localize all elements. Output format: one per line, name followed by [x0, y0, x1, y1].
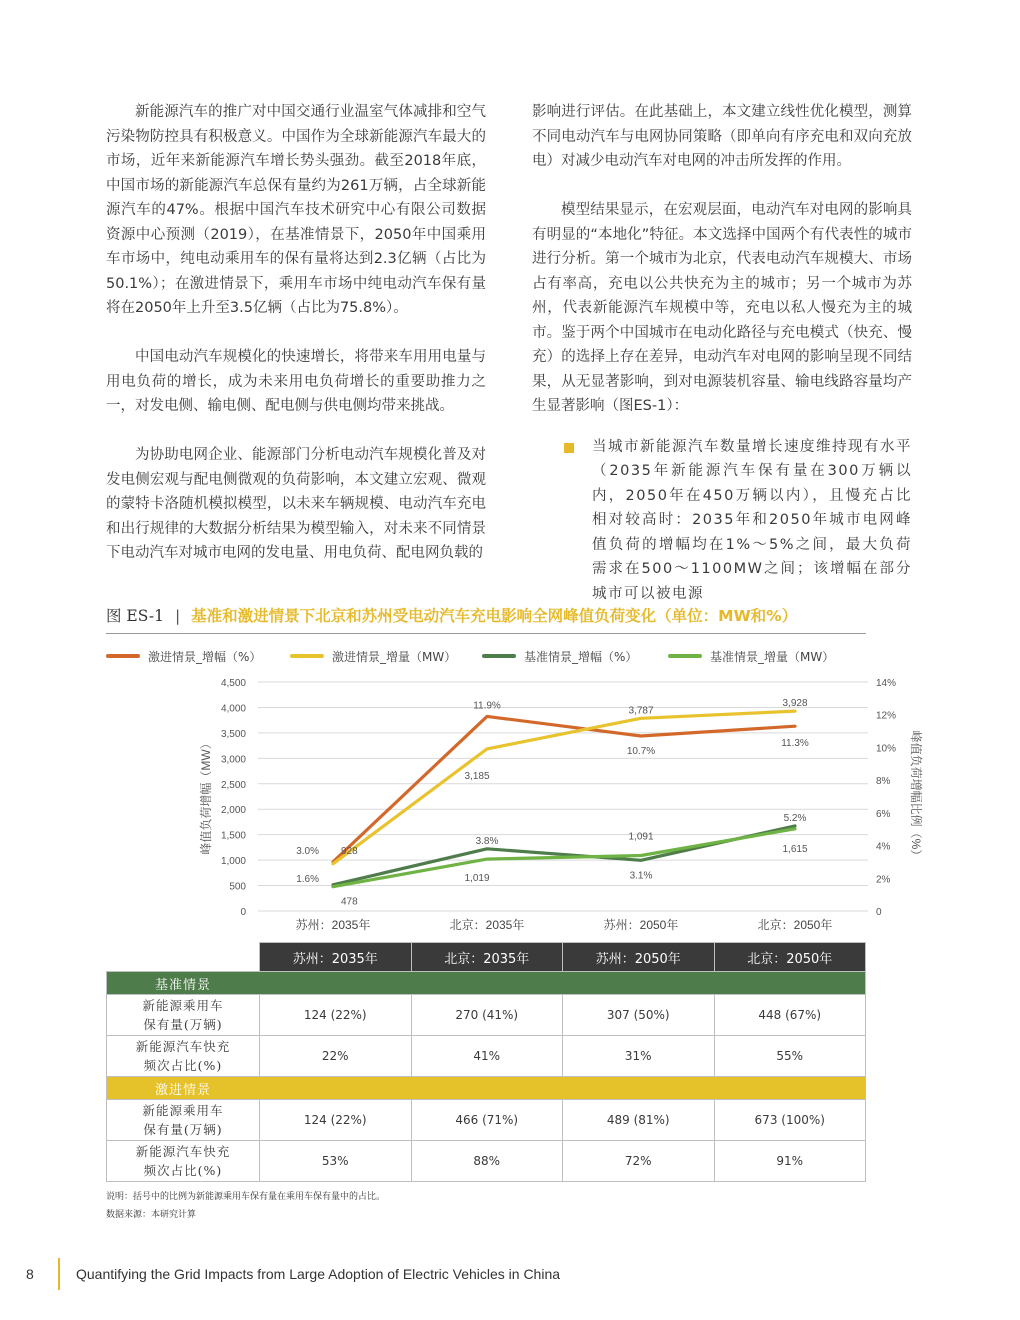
table-header-cell: 北京：2035年 [411, 943, 563, 972]
data-label: 3,928 [782, 698, 808, 710]
y-tick-label-left: 500 [229, 881, 246, 893]
legend-label: 激进情景_增幅（%） [148, 649, 262, 664]
bullet-text: 当城市新能源汽车数量增长速度维持现有水平（2035年新能源汽车保有量在300万辆以内，2050年在450万辆以内），且慢充占比相对较高时：2035年和2050年城市电网峰值负荷的增幅均在1%～5%之间，最大负荷需求在500～1100MW之间；该增幅在部分城市可以被电源 [592, 438, 912, 602]
legend-label: 基准情景_增幅（%） [524, 649, 638, 664]
footer-accent-bar [58, 1258, 60, 1290]
data-label: 11.3% [781, 738, 809, 750]
y-tick-label-right: 0 [876, 907, 882, 918]
figure-label: 图 ES-1 [106, 607, 165, 625]
table-row [107, 1141, 866, 1182]
paragraph: 新能源汽车的推广对中国交通行业温室气体减排和空气污染物防控具有积极意义。中国作为全球新能源汽车最大的市场，近年来新能源汽车增长势头强劲。截至2018年底，中国市场的新能源汽车总保有量约为261万辆，占全球新能源汽车的47%。根据中国汽车技术研究中心有限公司数据资源中心预测（2019），在基准情景下，2050年中国乘用车市场中，纯电动乘用车的保有量将达到2.3亿辆（占比为50.1%）；在激进情景下，乘用车市场中纯电动汽车保有量将在2050年上升至3.5亿辆（占比为75.8%）。 [106, 104, 486, 316]
data-label: 478 [341, 896, 358, 908]
x-tick-label: 苏州：2035年 [295, 918, 371, 932]
y-tick-label-right: 10% [876, 743, 897, 755]
x-tick-label: 苏州：2050年 [603, 918, 679, 932]
data-label: 1,091 [628, 831, 654, 843]
table-cell: 270 (41%) [411, 995, 563, 1036]
data-label: 3.8% [475, 835, 499, 847]
paragraph: 影响进行评估。在此基础上，本文建立线性优化模型，测算不同电动汽车与电网协同策略（即单向有序充电和双向充放电）对减少电动汽车对电网的冲击所发挥的作用。 [532, 104, 912, 169]
y-axis-title-left: 峰值负荷增幅（MW） [199, 737, 213, 855]
table-cell: 53% [260, 1141, 412, 1182]
table-header-cell: 苏州：2050年 [563, 943, 715, 972]
y-tick-label-left: 3,000 [220, 754, 246, 766]
page-number: 8 [26, 1266, 34, 1282]
table-row [107, 1100, 866, 1141]
figure-title: 基准和激进情景下北京和苏州受电动汽车充电影响全网峰值负荷变化（单位：MW和%） [191, 607, 798, 625]
table-cell: 307 (50%) [563, 995, 715, 1036]
row-label: 新能源乘用车 保有量(万辆) [107, 995, 260, 1036]
figure-notes [106, 1188, 385, 1224]
y-tick-label-right: 12% [876, 710, 897, 722]
table-cell: 124 (22%) [260, 1100, 412, 1141]
data-label: 3,185 [464, 770, 490, 782]
y-tick-label-right: 2% [876, 874, 891, 886]
y-tick-label-left: 1,500 [220, 830, 246, 842]
table-cell: 448 (67%) [714, 995, 866, 1036]
y-tick-label-left: 4,000 [220, 703, 246, 715]
table-cell: 489 (81%) [563, 1100, 715, 1141]
y-tick-label-left: 0 [240, 907, 246, 918]
y-tick-label-right: 4% [876, 841, 891, 853]
section-title: 基准情景 [107, 972, 866, 995]
x-tick-label: 北京：2050年 [757, 918, 833, 932]
paragraph: 为协助电网企业、能源部门分析电动汽车规模化普及对发电侧宏观与配电侧微观的负荷影响，本文建立宏观、微观的蒙特卡洛随机模拟模型，以未来车辆规模、电动汽车充电和出行规律的大数据分析结果为模型输入，对未来不同情景下电动汽车对城市电网的发电量、用电负荷、配电网负载的 [106, 447, 486, 561]
x-tick-label: 北京：2035年 [449, 918, 525, 932]
source-text: 数据来源：本研究计算 [106, 1210, 197, 1220]
table-cell: 72% [563, 1141, 715, 1182]
table-section-row [107, 1077, 866, 1100]
data-label: 5.2% [783, 812, 807, 824]
table-header-row [107, 943, 866, 972]
legend-label: 激进情景_增量（MW） [332, 649, 457, 664]
data-label: 1.6% [296, 873, 319, 885]
table-cell: 55% [714, 1036, 866, 1077]
data-label: 1,019 [464, 873, 490, 885]
note-text: 说明：括号中的比例为新能源乘用车保有量在乘用车保有量中的占比。 [106, 1192, 386, 1202]
paragraph: 中国电动汽车规模化的快速增长，将带来车用用电量与用电负荷的增长，成为未来用电负荷增长的重要助推力之一，对发电侧、输电侧、配电侧与供电侧均带来挑战。 [106, 349, 486, 414]
y-tick-label-right: 8% [876, 776, 891, 788]
data-label: 3,787 [628, 705, 654, 717]
section-title: 激进情景 [107, 1077, 866, 1100]
table-cell: 124 (22%) [260, 995, 412, 1036]
data-label: 11.9% [473, 700, 501, 712]
row-label: 新能源乘用车 保有量(万辆) [107, 1100, 260, 1141]
data-label: 928 [341, 845, 358, 857]
row-label: 新能源汽车快充 频次占比(%) [107, 1141, 260, 1182]
row-label: 新能源汽车快充 频次占比(%) [107, 1036, 260, 1077]
legend-label: 基准情景_增量（MW） [710, 649, 835, 664]
table-cell: 673 (100%) [714, 1100, 866, 1141]
series-line [333, 829, 795, 887]
table-corner [107, 943, 260, 972]
table-cell: 41% [411, 1036, 563, 1077]
y-tick-label-right: 14% [876, 678, 897, 689]
table-row [107, 995, 866, 1036]
y-axis-title-right: 峰值负荷增幅比例（%） [909, 730, 923, 862]
data-label: 3.1% [629, 870, 653, 882]
table-header-cell: 苏州：2035年 [260, 943, 412, 972]
paragraph: 模型结果显示，在宏观层面，电动汽车对电网的影响具有明显的“本地化”特征。本文选择中国两个有代表性的城市进行分析。第一个城市为北京，代表电动汽车规模大、市场占有率高，充电以公共快充为主的城市；另一个城市为苏州，代表新能源汽车规模中等，充电以私人慢充为主的城市。鉴于两个中国城市在电动化路径与充电模式（快充、慢充）的选择上存在差异，电动汽车对电网的影响呈现不同结果，从无显著影响，到对电源装机容量、输电线路容量均产生显著影响（图ES-1）： [532, 202, 912, 414]
table-section-row [107, 972, 866, 995]
table-cell: 88% [411, 1141, 563, 1182]
y-tick-label-left: 1,000 [220, 856, 246, 868]
data-label: 3.0% [296, 845, 319, 857]
table-cell: 466 (71%) [411, 1100, 563, 1141]
y-tick-label-left: 2,000 [220, 805, 246, 817]
caption-separator: | [174, 607, 181, 625]
footer-title: Quantifying the Grid Impacts from Large Adoption of Electric Vehicles in China [76, 1266, 561, 1282]
table-cell: 22% [260, 1036, 412, 1077]
data-label: 1,615 [782, 843, 808, 855]
table-row [107, 1036, 866, 1077]
y-tick-label-left: 3,500 [220, 728, 246, 740]
y-tick-label-left: 2,500 [220, 779, 246, 791]
y-tick-label-right: 6% [876, 808, 891, 820]
table-cell: 31% [563, 1036, 715, 1077]
data-table [106, 942, 866, 1182]
table-header-cell: 北京：2050年 [714, 943, 866, 972]
table-cell: 91% [714, 1141, 866, 1182]
y-tick-label-left: 4,500 [220, 678, 246, 689]
data-label: 10.7% [626, 745, 656, 757]
